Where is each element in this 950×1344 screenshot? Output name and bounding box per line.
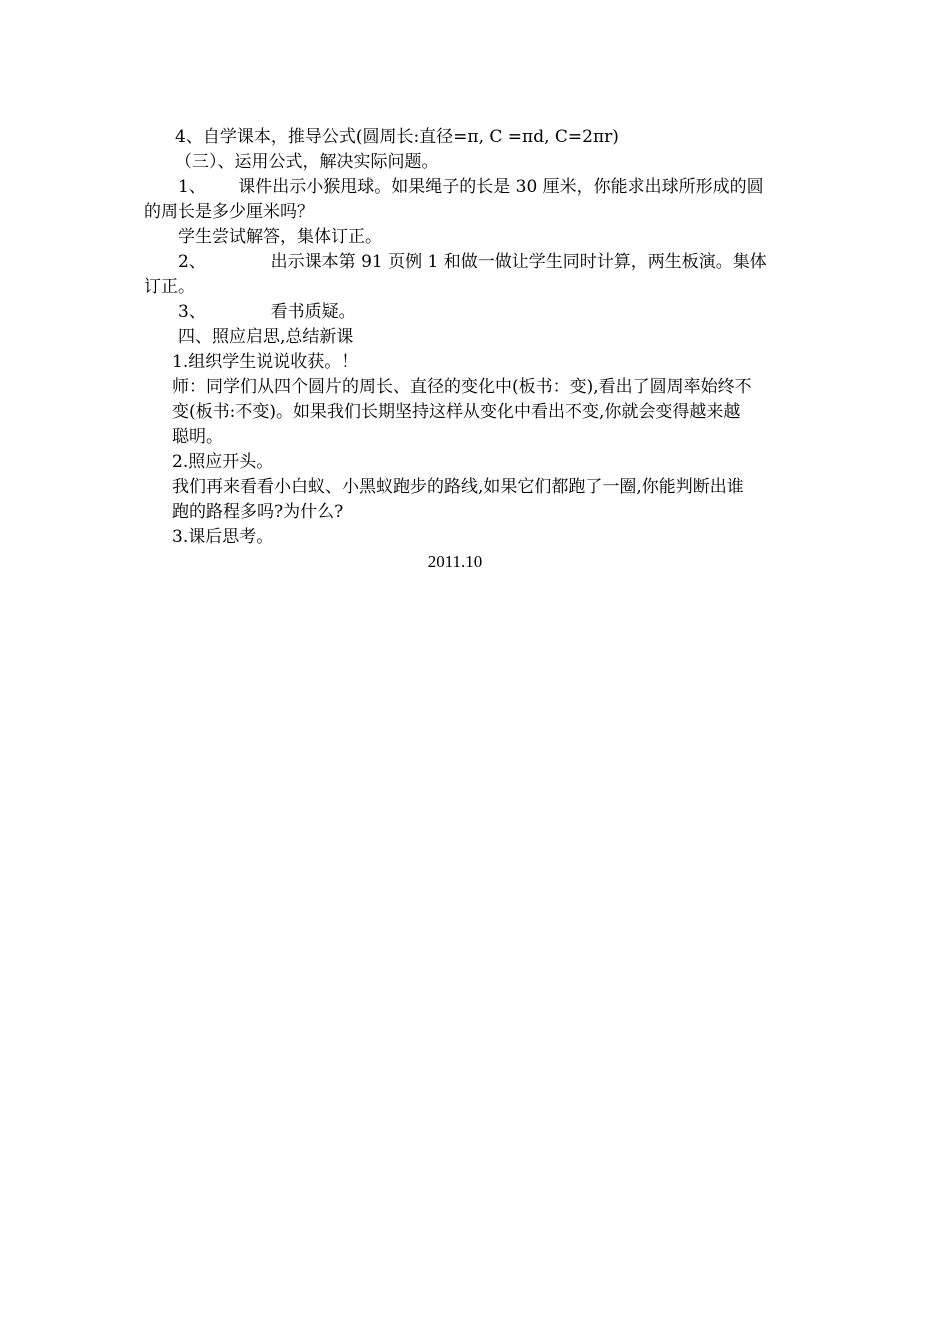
text-line-step4: 4、自学课本，推导公式(圆周长:直径=π, C =πd, C=2πr) — [175, 127, 619, 147]
text-line-item2: 2、 出示课本第 91 页例 1 和做一做让学生同时计算，两生板演。集体 — [178, 252, 767, 272]
text-line-point2: 2.照应开头。 — [172, 452, 274, 472]
text-line-student-answer: 学生尝试解答，集体订正。 — [178, 227, 382, 247]
section-heading-3: （三）、运用公式，解决实际问题。 — [175, 152, 439, 172]
text-line-ants: 我们再来看看小白蚁、小黑蚁跑步的路线,如果它们都跑了一圈,你能判断出谁 — [172, 477, 744, 497]
text-line-point1: 1.组织学生说说收获。！ — [172, 352, 359, 372]
text-line-item1-cont: 的周长是多少厘米吗？ — [144, 202, 314, 222]
text-line-teacher-cont1: 变(板书:不变)。如果我们长期坚持这样从变化中看出不变,你就会变得越来越 — [172, 402, 741, 422]
document-date: 2011.10 — [427, 552, 483, 571]
text-line-item3: 3、 看书质疑。 — [178, 302, 356, 322]
text-line-teacher-cont2: 聪明。 — [172, 427, 223, 447]
text-line-ants-cont: 跑的路程多吗?为什么? — [172, 502, 344, 522]
text-line-teacher: 师：同学们从四个圆片的周长、直径的变化中(板书：变),看出了圆周率始终不 — [172, 377, 752, 397]
text-line-item1: 1、 课件出示小猴甩球。如果绳子的长是 30 厘米，你能求出球所形成的圆 — [178, 177, 764, 197]
text-line-item2-cont: 订正。 — [144, 277, 195, 297]
section-heading-4: 四、照应启思,总结新课 — [178, 327, 354, 347]
text-line-point3: 3.课后思考。 — [172, 527, 274, 547]
